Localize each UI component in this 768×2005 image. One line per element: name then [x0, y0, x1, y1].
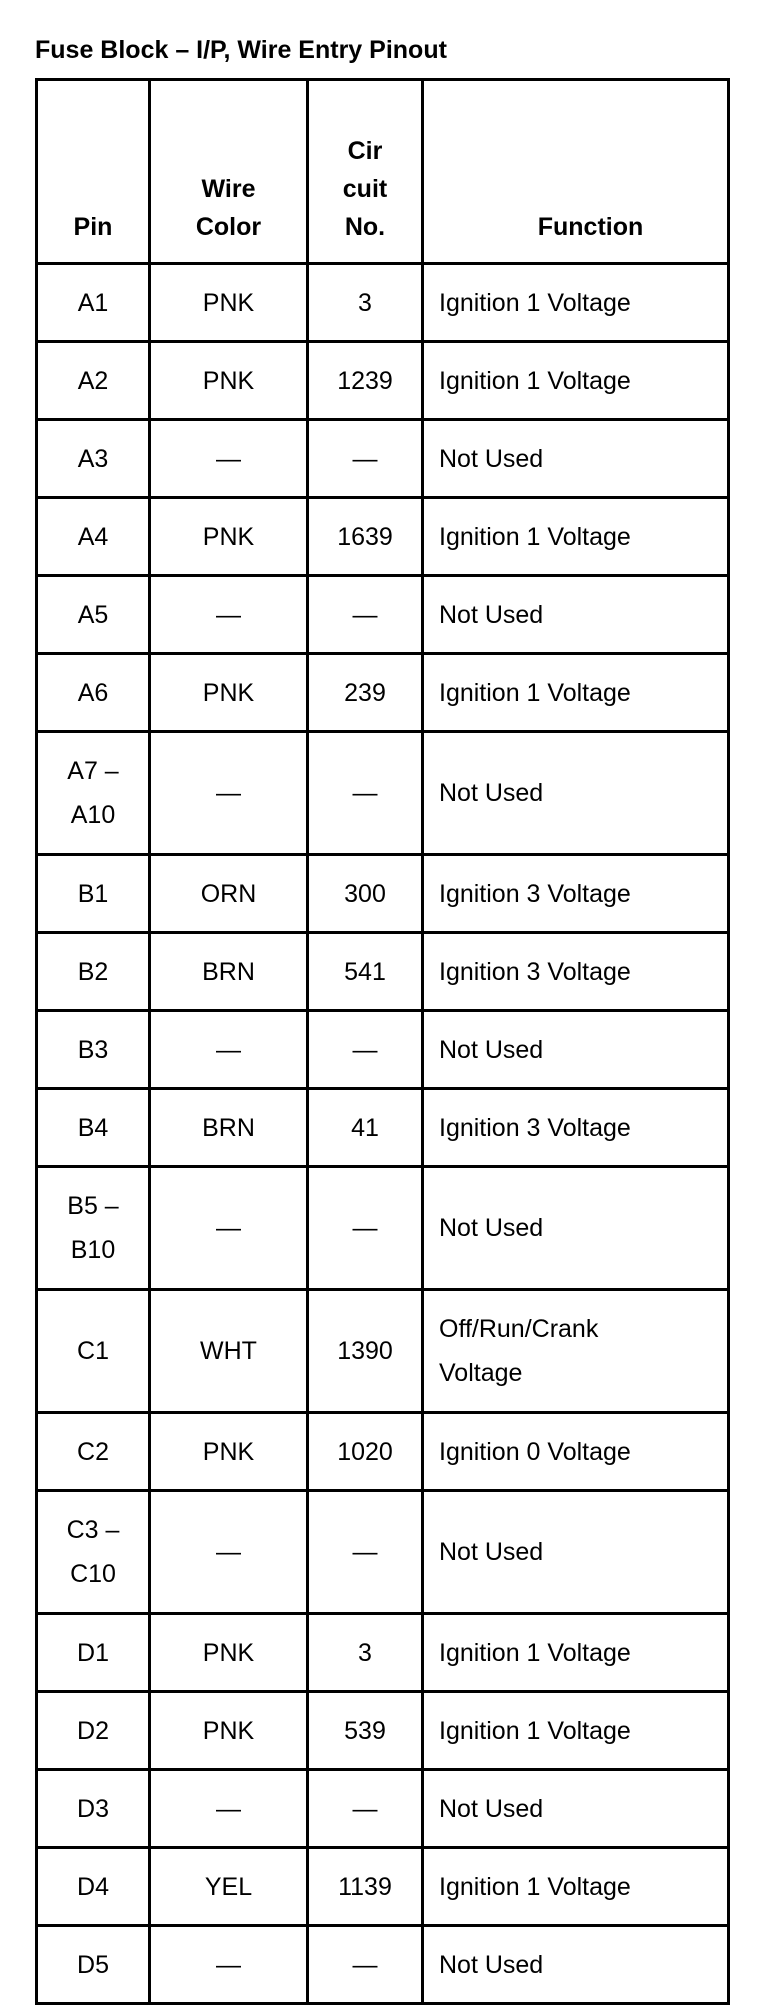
function-text: Not Used [439, 1035, 544, 1064]
pin-cell [37, 654, 150, 732]
pin-cell [37, 1089, 150, 1167]
function-text: Not Used [439, 444, 544, 473]
function-cell [423, 576, 729, 654]
function-cell [423, 264, 729, 342]
table-header-row [37, 80, 729, 264]
wire-color-cell: PNK [150, 264, 308, 342]
table-body [37, 264, 729, 2004]
pin-cell [37, 933, 150, 1011]
table-row [37, 654, 729, 732]
table-row [37, 576, 729, 654]
pin-label: A1 [77, 288, 109, 317]
function-cell [423, 1413, 729, 1491]
circuit-no-cell: — [308, 420, 423, 498]
pin-label: D4 [77, 1872, 109, 1901]
pin-label: B4 [77, 1113, 109, 1142]
function-cell [423, 654, 729, 732]
circuit-no-cell: — [308, 732, 423, 855]
pin-label: A6 [77, 678, 109, 707]
header-pin: Pin [37, 80, 150, 264]
function-cell [423, 732, 729, 855]
circuit-no-cell: 539 [308, 1692, 423, 1770]
pin-label: A4 [77, 522, 109, 551]
wire-color-cell: PNK [150, 342, 308, 420]
function-text: Not Used [439, 1794, 544, 1823]
function-text: Not Used [439, 600, 544, 629]
function-cell [423, 933, 729, 1011]
circuit-no-cell: 1239 [308, 342, 423, 420]
wire-color-cell: YEL [150, 1848, 308, 1926]
header-circuit-no: Cir cuit No. [308, 80, 423, 264]
function-cell [423, 1011, 729, 1089]
function-text: Ignition 1 Voltage [439, 678, 631, 707]
function-cell [423, 420, 729, 498]
function-text: Ignition 1 Voltage [439, 522, 631, 551]
function-cell [423, 1926, 729, 2004]
function-text: Ignition 0 Voltage [439, 1437, 631, 1466]
header-function: Function [423, 80, 729, 264]
circuit-no-cell: — [308, 1491, 423, 1614]
pin-cell [37, 1011, 150, 1089]
pin-label: B5 – [67, 1192, 119, 1220]
pin-cell [37, 1848, 150, 1926]
function-cell [423, 1614, 729, 1692]
pin-label: C2 [77, 1437, 109, 1466]
circuit-no-cell: — [308, 1011, 423, 1089]
function-text: Ignition 1 Voltage [439, 1716, 631, 1745]
circuit-no-cell: 1390 [308, 1290, 423, 1413]
function-text: Not Used [439, 1214, 544, 1242]
pin-cell [37, 1614, 150, 1692]
wire-color-cell: PNK [150, 1413, 308, 1491]
table-row [37, 855, 729, 933]
pin-cell [37, 498, 150, 576]
pin-cell [37, 264, 150, 342]
circuit-no-cell: 3 [308, 264, 423, 342]
table-row [37, 1167, 729, 1290]
function-cell [423, 1089, 729, 1167]
function-text: Ignition 1 Voltage [439, 1872, 631, 1901]
header-wire-color: Wire Color [150, 80, 308, 264]
wire-color-cell: — [150, 1011, 308, 1089]
function-cell [423, 1167, 729, 1290]
pin-cell [37, 1770, 150, 1848]
pin-label: B10 [70, 1236, 116, 1264]
pin-cell [37, 576, 150, 654]
wire-color-cell: PNK [150, 1692, 308, 1770]
wire-color-cell: — [150, 1926, 308, 2004]
function-text: Not Used [439, 1950, 544, 1979]
table-row [37, 1089, 729, 1167]
table-row [37, 1011, 729, 1089]
table-row [37, 342, 729, 420]
wire-color-cell: — [150, 732, 308, 855]
pin-label: B2 [77, 957, 109, 986]
circuit-no-cell: 239 [308, 654, 423, 732]
wire-color-cell: BRN [150, 933, 308, 1011]
pin-label: A3 [77, 444, 109, 473]
pin-cell [37, 342, 150, 420]
table-row [37, 933, 729, 1011]
table-row [37, 420, 729, 498]
wire-color-cell: ORN [150, 855, 308, 933]
page-title: Fuse Block – I/P, Wire Entry Pinout [35, 36, 447, 64]
function-text: Ignition 3 Voltage [439, 1113, 631, 1142]
pin-label: D1 [77, 1638, 109, 1667]
circuit-no-cell: 541 [308, 933, 423, 1011]
pin-cell [37, 1926, 150, 2004]
circuit-no-cell: 41 [308, 1089, 423, 1167]
table-row [37, 1413, 729, 1491]
wire-color-cell: — [150, 576, 308, 654]
wire-color-cell: WHT [150, 1290, 308, 1413]
pin-label: A2 [77, 366, 109, 395]
circuit-no-cell: — [308, 1926, 423, 2004]
function-text: Not Used [439, 779, 544, 807]
pin-cell [37, 1290, 150, 1413]
circuit-no-cell: — [308, 576, 423, 654]
pin-label: C3 – [66, 1516, 120, 1544]
pin-label: B3 [77, 1035, 109, 1064]
function-cell [423, 1848, 729, 1926]
function-cell [423, 342, 729, 420]
circuit-no-cell: 1020 [308, 1413, 423, 1491]
pin-label: C10 [70, 1560, 116, 1588]
table-row [37, 1491, 729, 1614]
circuit-no-cell: — [308, 1167, 423, 1290]
function-text: Ignition 3 Voltage [439, 957, 631, 986]
table-row [37, 732, 729, 855]
pin-label: D2 [77, 1716, 109, 1745]
pin-label: A5 [77, 600, 109, 629]
pin-cell [37, 855, 150, 933]
circuit-no-cell: — [308, 1770, 423, 1848]
wire-color-cell: PNK [150, 498, 308, 576]
table-row [37, 1926, 729, 2004]
circuit-no-cell: 300 [308, 855, 423, 933]
function-cell [423, 1770, 729, 1848]
wire-color-cell: — [150, 1491, 308, 1614]
function-cell [423, 1692, 729, 1770]
pin-cell [37, 1692, 150, 1770]
circuit-no-cell: 3 [308, 1614, 423, 1692]
pin-label: C1 [77, 1337, 109, 1365]
wire-color-cell: — [150, 1167, 308, 1290]
pin-cell [37, 420, 150, 498]
pin-label: A7 – [67, 757, 119, 785]
function-text: Ignition 3 Voltage [439, 879, 631, 908]
function-text: Ignition 1 Voltage [439, 366, 631, 395]
function-cell [423, 1290, 729, 1413]
pin-label: D3 [77, 1794, 109, 1823]
wire-color-cell: PNK [150, 1614, 308, 1692]
function-text: Off/Run/Crank [439, 1315, 599, 1343]
table-row [37, 1848, 729, 1926]
circuit-no-cell: 1139 [308, 1848, 423, 1926]
wire-color-cell: PNK [150, 654, 308, 732]
table-row [37, 498, 729, 576]
function-cell [423, 1491, 729, 1614]
pin-cell [37, 732, 150, 855]
function-text: Ignition 1 Voltage [439, 288, 631, 317]
wire-color-cell: BRN [150, 1089, 308, 1167]
table-row [37, 1692, 729, 1770]
pin-cell [37, 1167, 150, 1290]
pin-cell [37, 1413, 150, 1491]
function-text: Voltage [439, 1359, 523, 1387]
pin-label: D5 [77, 1950, 109, 1979]
function-cell [423, 855, 729, 933]
function-cell [423, 498, 729, 576]
function-text: Ignition 1 Voltage [439, 1638, 631, 1667]
circuit-no-cell: 1639 [308, 498, 423, 576]
wire-color-cell: — [150, 1770, 308, 1848]
pin-label: B1 [77, 879, 109, 908]
pinout-table [35, 78, 730, 2005]
wire-color-cell: — [150, 420, 308, 498]
table-row [37, 1614, 729, 1692]
table-row [37, 264, 729, 342]
function-text: Not Used [439, 1538, 544, 1566]
table-row [37, 1770, 729, 1848]
table-row [37, 1290, 729, 1413]
pin-label: A10 [70, 801, 116, 829]
pin-cell [37, 1491, 150, 1614]
